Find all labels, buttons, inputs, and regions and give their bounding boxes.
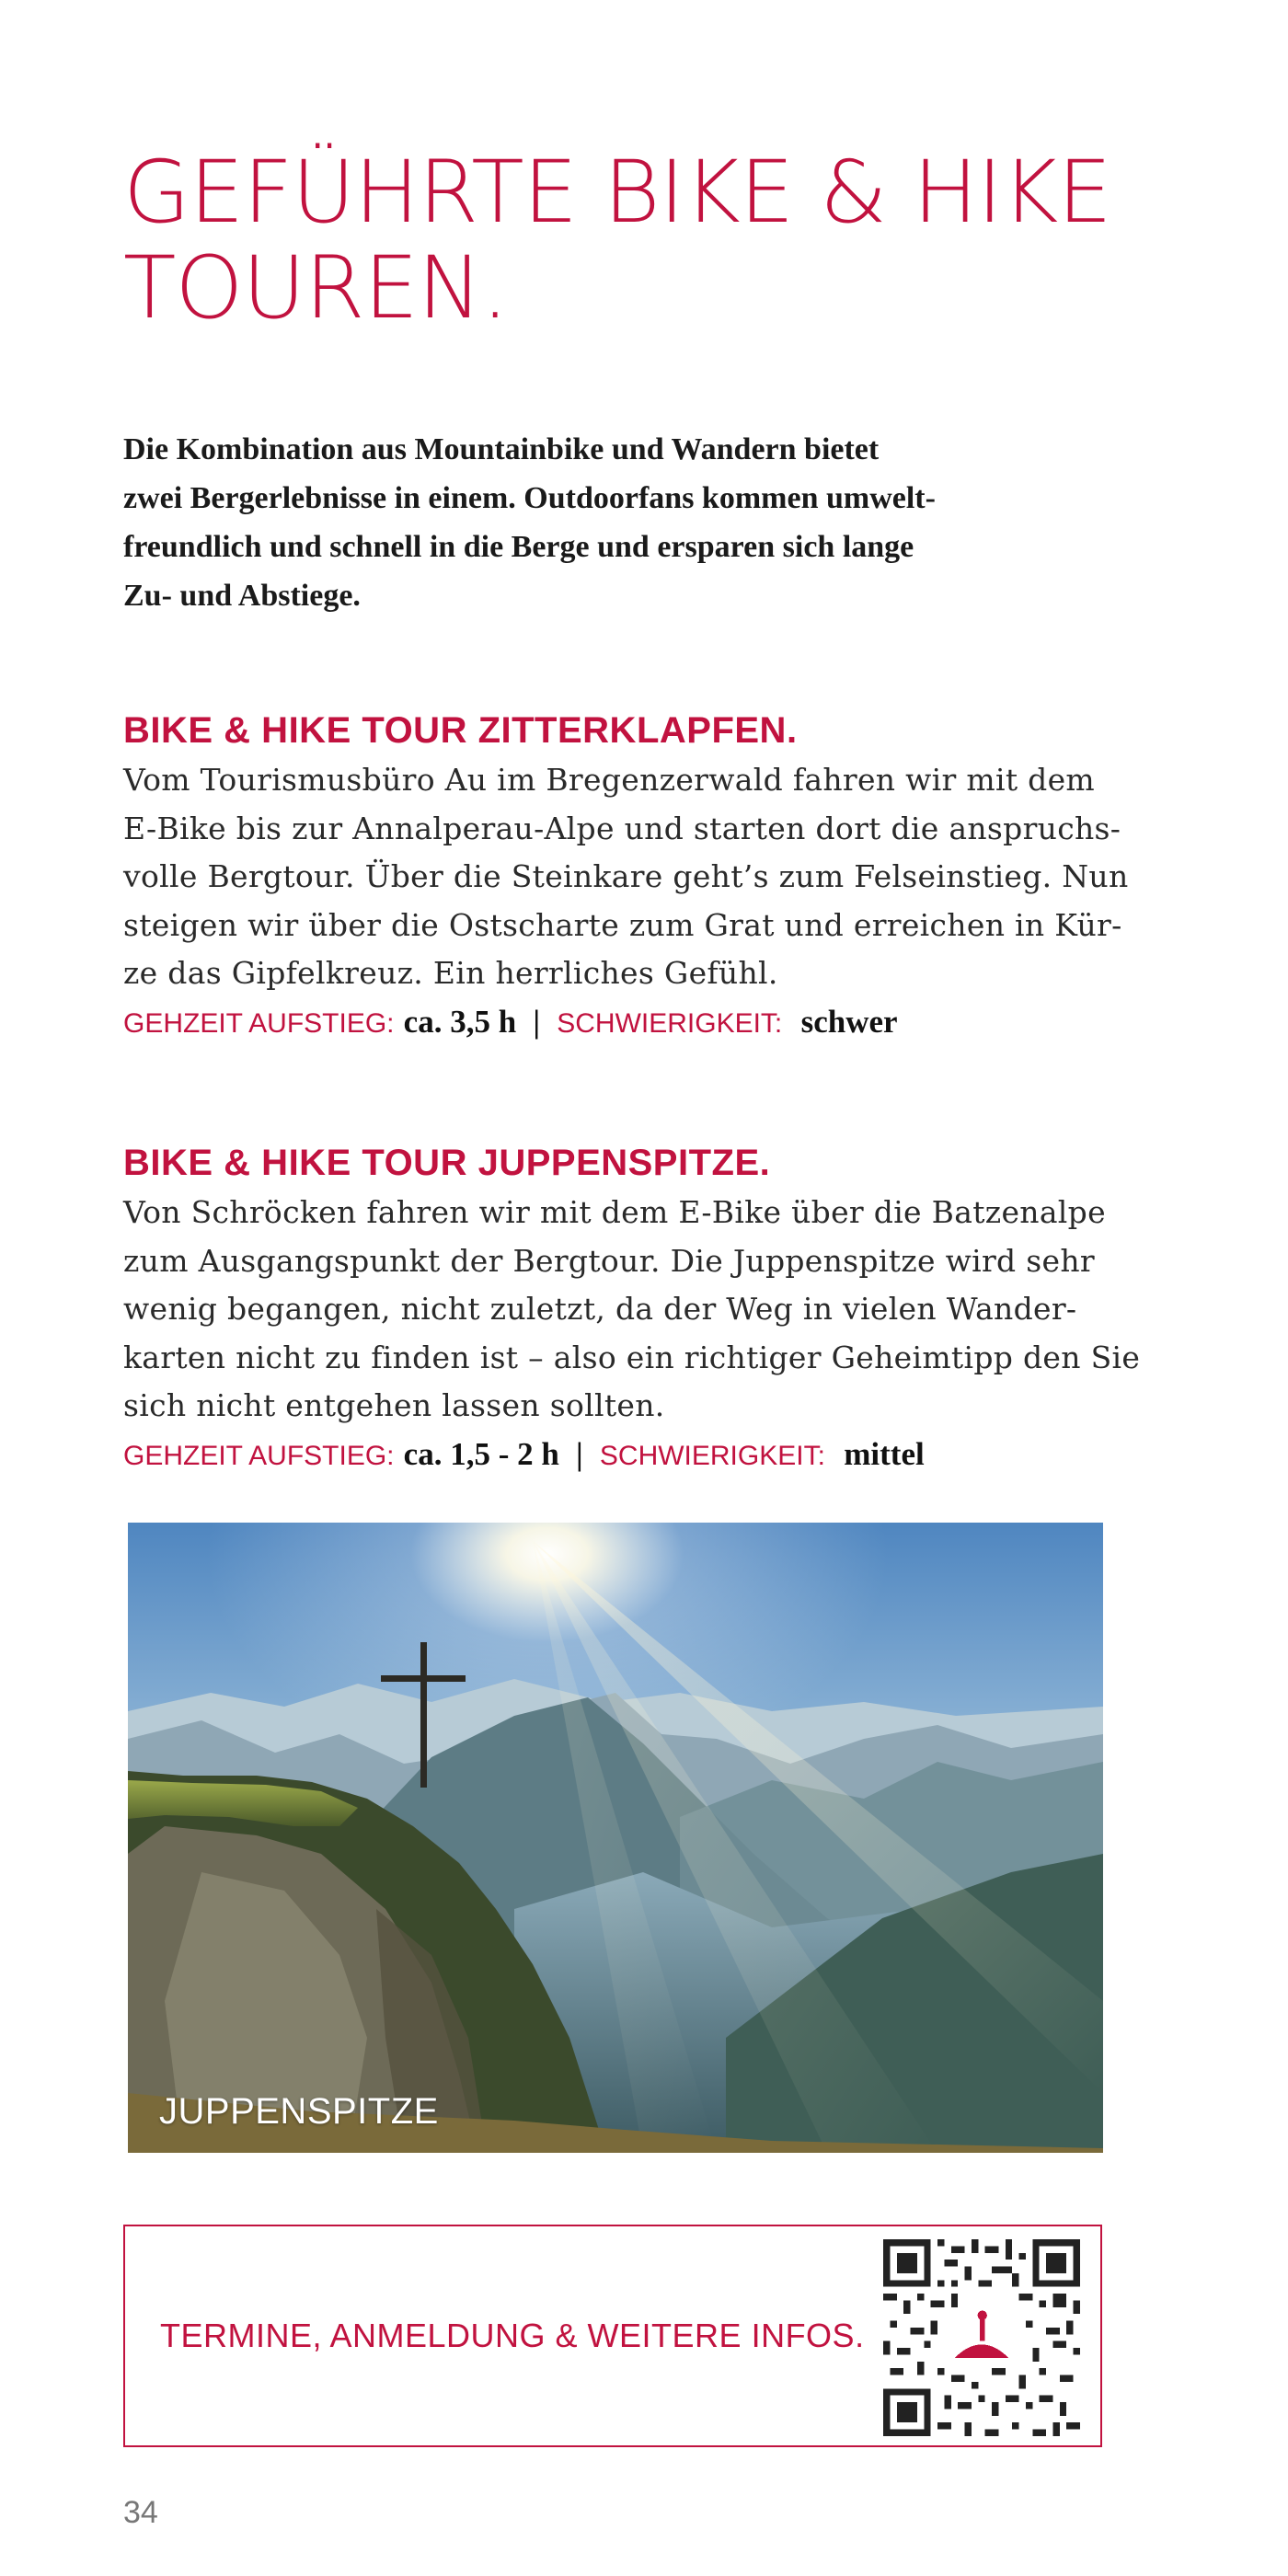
tour-description-line: zum Ausgangspunkt der Bergtour. Die Juppenspitze wird sehr: [123, 1242, 1095, 1279]
tour-description-line: sich nicht entgehen lassen sollten.: [123, 1387, 665, 1423]
difficulty-label: SCHWIERIGKEIT:: [599, 1440, 825, 1471]
tour-description: [123, 1189, 1141, 1431]
tour-description: [123, 756, 1129, 998]
tour-meta: [123, 1431, 1117, 1480]
difficulty-value: schwer: [800, 1003, 898, 1040]
intro-line: Zu- und Abstiege.: [123, 579, 361, 613]
intro-line: freundlich und schnell in die Berge und ersparen sich lange: [123, 530, 914, 564]
tour-meta: [123, 998, 1117, 1048]
tour-description-line: steigen wir über die Ostscharte zum Grat und erreichen in Kür-: [123, 906, 1122, 943]
page-title: [123, 145, 1181, 337]
tour-description-line: ze das Gipfelkreuz. Ein herrliches Gefühl.: [123, 955, 778, 991]
difficulty-label: SCHWIERIGKEIT:: [557, 1007, 783, 1039]
page-title-line-1: GEFÜHRTE BIKE & HIKE: [123, 143, 1111, 243]
tour-title: BIKE & HIKE TOUR ZITTERKLAPFEN.: [123, 710, 798, 751]
tour-description-line: Von Schröcken fahren wir mit dem E-Bike über die Batzenalpe: [123, 1194, 1106, 1230]
time-value: ca. 3,5 h: [403, 1003, 517, 1040]
tour-description-line: E-Bike bis zur Annalperau-Alpe und starten dort die anspruchs-: [123, 810, 1121, 846]
tour-title: BIKE & HIKE TOUR JUPPENSPITZE.: [123, 1143, 771, 1183]
time-label: GEHZEIT AUFSTIEG:: [123, 1007, 395, 1039]
meta-separator: |: [576, 1435, 583, 1472]
tour-description-line: volle Bergtour. Über die Steinkare geht’s zum Felseinstieg. Nun: [123, 858, 1129, 894]
tour-description-line: Vom Tourismusbüro Au im Bregenzerwald fahren wir mit dem: [123, 762, 1096, 798]
photo-caption: JUPPENSPITZE: [159, 2091, 439, 2132]
intro-paragraph: [123, 425, 1135, 620]
tour-description-line: wenig begangen, nicht zuletzt, da der Weg in vielen Wander-: [123, 1291, 1077, 1327]
mountain-landscape-illustration: [128, 1523, 1103, 2153]
difficulty-value: mittel: [844, 1435, 925, 1472]
meta-separator: |: [533, 1003, 541, 1040]
time-label: GEHZEIT AUFSTIEG:: [123, 1440, 395, 1471]
tour-description-line: karten nicht zu finden ist – also ein richtiger Geheimtipp den Sie: [123, 1339, 1141, 1375]
time-value: ca. 1,5 - 2 h: [403, 1435, 559, 1472]
info-box[interactable]: [123, 2225, 1102, 2447]
tour-section-juppenspitze: [123, 1139, 1141, 1480]
intro-line: zwei Bergerlebnisse in einem. Outdoorfans kommen umwelt-: [123, 481, 936, 515]
info-link-text[interactable]: TERMINE, ANMELDUNG & WEITERE INFOS.: [160, 2317, 865, 2354]
qr-code-icon[interactable]: [883, 2239, 1080, 2436]
page-number: 34: [123, 2495, 158, 2530]
intro-line: Die Kombination aus Mountainbike und Wandern bietet: [123, 432, 880, 466]
tour-section-zitterklapfen: [123, 707, 1129, 1048]
mountain-photo: [128, 1523, 1103, 2153]
page-title-line-2: TOUREN.: [123, 238, 509, 339]
